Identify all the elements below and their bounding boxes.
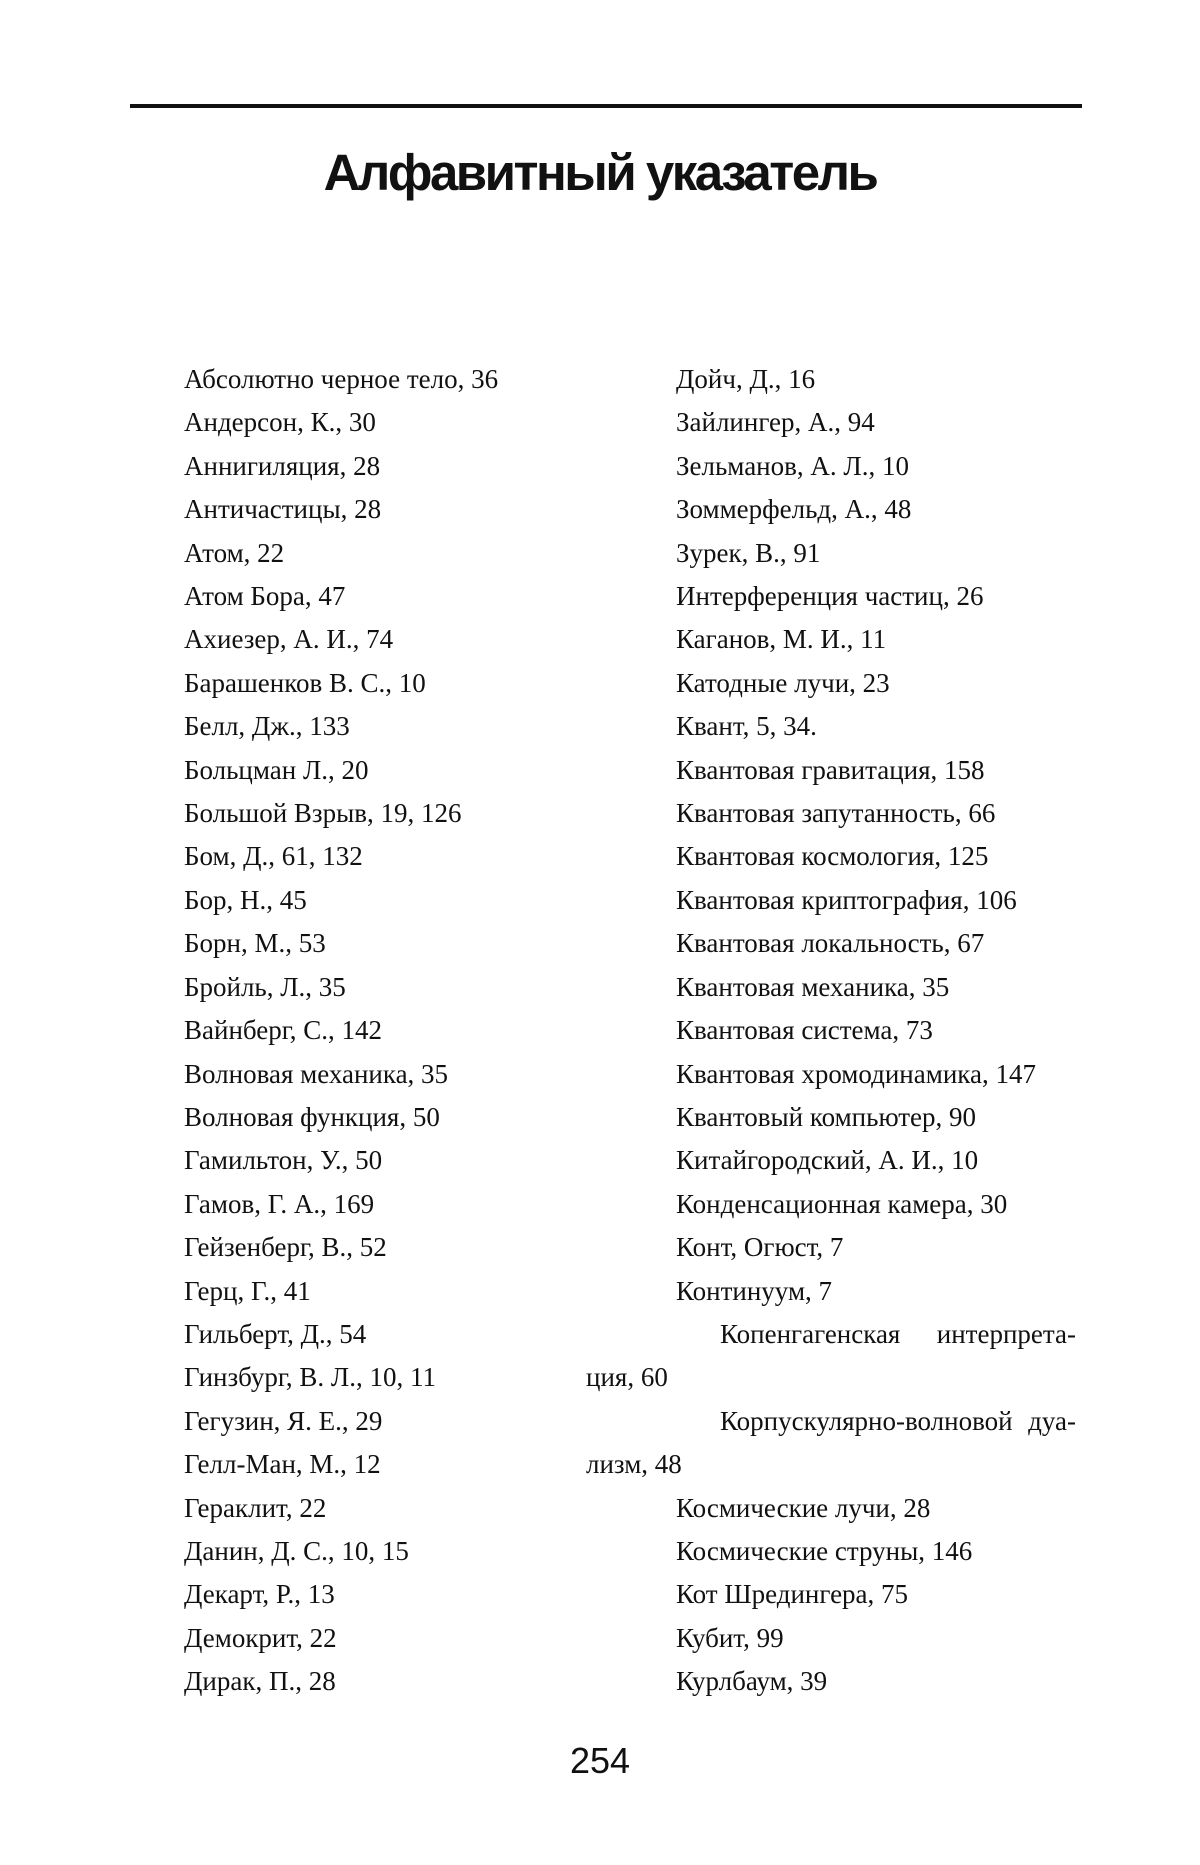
index-entry: Интерференция частиц, 26 <box>676 581 984 612</box>
index-entry: Гамильтон, У., 50 <box>184 1145 383 1176</box>
index-entry: Декарт, Р., 13 <box>184 1579 335 1610</box>
index-entry: Квантовая хромодинамика, 147 <box>676 1058 1036 1089</box>
index-column-right <box>586 358 1076 1704</box>
index-entry: Бройль, Л., 35 <box>184 971 346 1002</box>
index-entry: Квантовый компьютер, 90 <box>676 1101 977 1132</box>
index-entry: Катодные лучи, 23 <box>676 667 890 698</box>
index-entry: Космические лучи, 28 <box>676 1492 931 1523</box>
index-entry: Конт, Огюст, 7 <box>676 1232 844 1263</box>
index-entry: Демокрит, 22 <box>184 1622 337 1653</box>
index-entry: Квантовая система, 73 <box>676 1015 933 1046</box>
index-entry: Квантовая гравитация, 158 <box>676 754 985 785</box>
index-entry-line: ция, 60 <box>586 1362 668 1393</box>
index-column-left <box>184 358 564 1704</box>
index-entry: Зельманов, А. Л., 10 <box>676 450 909 481</box>
index-entry: Данин, Д. С., 10, 15 <box>184 1535 409 1566</box>
index-entry: Античастицы, 28 <box>184 494 382 525</box>
index-entry: Квантовая криптография, 106 <box>676 884 1017 915</box>
index-entry: Барашенков В. С., 10 <box>184 667 426 698</box>
index-entry-line: лизм, 48 <box>586 1449 682 1480</box>
index-entry: Аннигиляция, 28 <box>184 450 381 481</box>
index-entry: Зайлингер, А., 94 <box>676 407 875 438</box>
index-entry: Белл, Дж., 133 <box>184 711 350 742</box>
index-entry-line: Корпускулярно-волновой дуа- <box>720 1405 1076 1436</box>
index-entry: Квант, 5, 34. <box>676 711 817 742</box>
index-entry: Бом, Д., 61, 132 <box>184 841 363 872</box>
index-entry: Гильберт, Д., 54 <box>184 1318 367 1349</box>
index-entry: Андерсон, К., 30 <box>184 407 376 438</box>
index-entry: Волновая механика, 35 <box>184 1058 449 1089</box>
index-entry: Атом, 22 <box>184 537 285 568</box>
index-entry: Больцман Л., 20 <box>184 754 369 785</box>
index-entry: Волновая функция, 50 <box>184 1101 440 1132</box>
index-entry: Квантовая запутанность, 66 <box>676 798 996 829</box>
page-title: Алфавитный указатель <box>323 144 877 201</box>
index-entry: Ахиезер, А. И., 74 <box>184 624 394 655</box>
index-entry: Гейзенберг, В., 52 <box>184 1232 387 1263</box>
index-entry-wrapped <box>586 1313 1076 1400</box>
index-entry: Кубит, 99 <box>676 1622 784 1653</box>
index-entry: Гегузин, Я. Е., 29 <box>184 1405 383 1436</box>
index-entry: Гамов, Г. А., 169 <box>184 1188 375 1219</box>
index-entry: Китайгородский, А. И., 10 <box>676 1145 979 1176</box>
index-entry: Абсолютно черное тело, 36 <box>184 364 499 394</box>
index-entry: Конденсационная камера, 30 <box>676 1188 1008 1219</box>
index-entry: Космические струны, 146 <box>676 1535 973 1566</box>
index-entry: Зурек, В., 91 <box>676 537 821 568</box>
index-entry: Вайнберг, С., 142 <box>184 1015 383 1046</box>
index-entry: Гелл-Ман, М., 12 <box>184 1449 381 1480</box>
index-entry: Бор, Н., 45 <box>184 884 307 915</box>
index-entry: Гинзбург, В. Л., 10, 11 <box>184 1362 436 1393</box>
index-entry: Квантовая космология, 125 <box>676 841 989 872</box>
index-entry-wrapped <box>586 1400 1076 1487</box>
page-number: 254 <box>569 1740 631 1781</box>
index-entry: Зоммерфельд, А., 48 <box>676 494 912 525</box>
index-entry: Атом Бора, 47 <box>184 581 346 612</box>
index-entry: Курлбаум, 39 <box>676 1666 828 1697</box>
index-entry: Борн, М., 53 <box>184 928 326 959</box>
index-entry: Континуум, 7 <box>676 1275 833 1306</box>
index-entry: Дирак, П., 28 <box>184 1666 336 1697</box>
index-entry: Большой Взрыв, 19, 126 <box>184 798 462 829</box>
index-entry: Герц, Г., 41 <box>184 1275 311 1306</box>
index-entry: Квантовая локальность, 67 <box>676 928 985 959</box>
index-entry: Каганов, М. И., 11 <box>676 624 887 655</box>
top-rule <box>130 104 1082 108</box>
index-entry: Квантовая механика, 35 <box>676 971 950 1002</box>
index-entry: Гераклит, 22 <box>184 1492 327 1523</box>
index-entry: Кот Шредингера, 75 <box>676 1579 909 1610</box>
index-entry-line: Копенгагенская интерпрета- <box>720 1318 1076 1349</box>
index-entry: Дойч, Д., 16 <box>676 364 816 394</box>
